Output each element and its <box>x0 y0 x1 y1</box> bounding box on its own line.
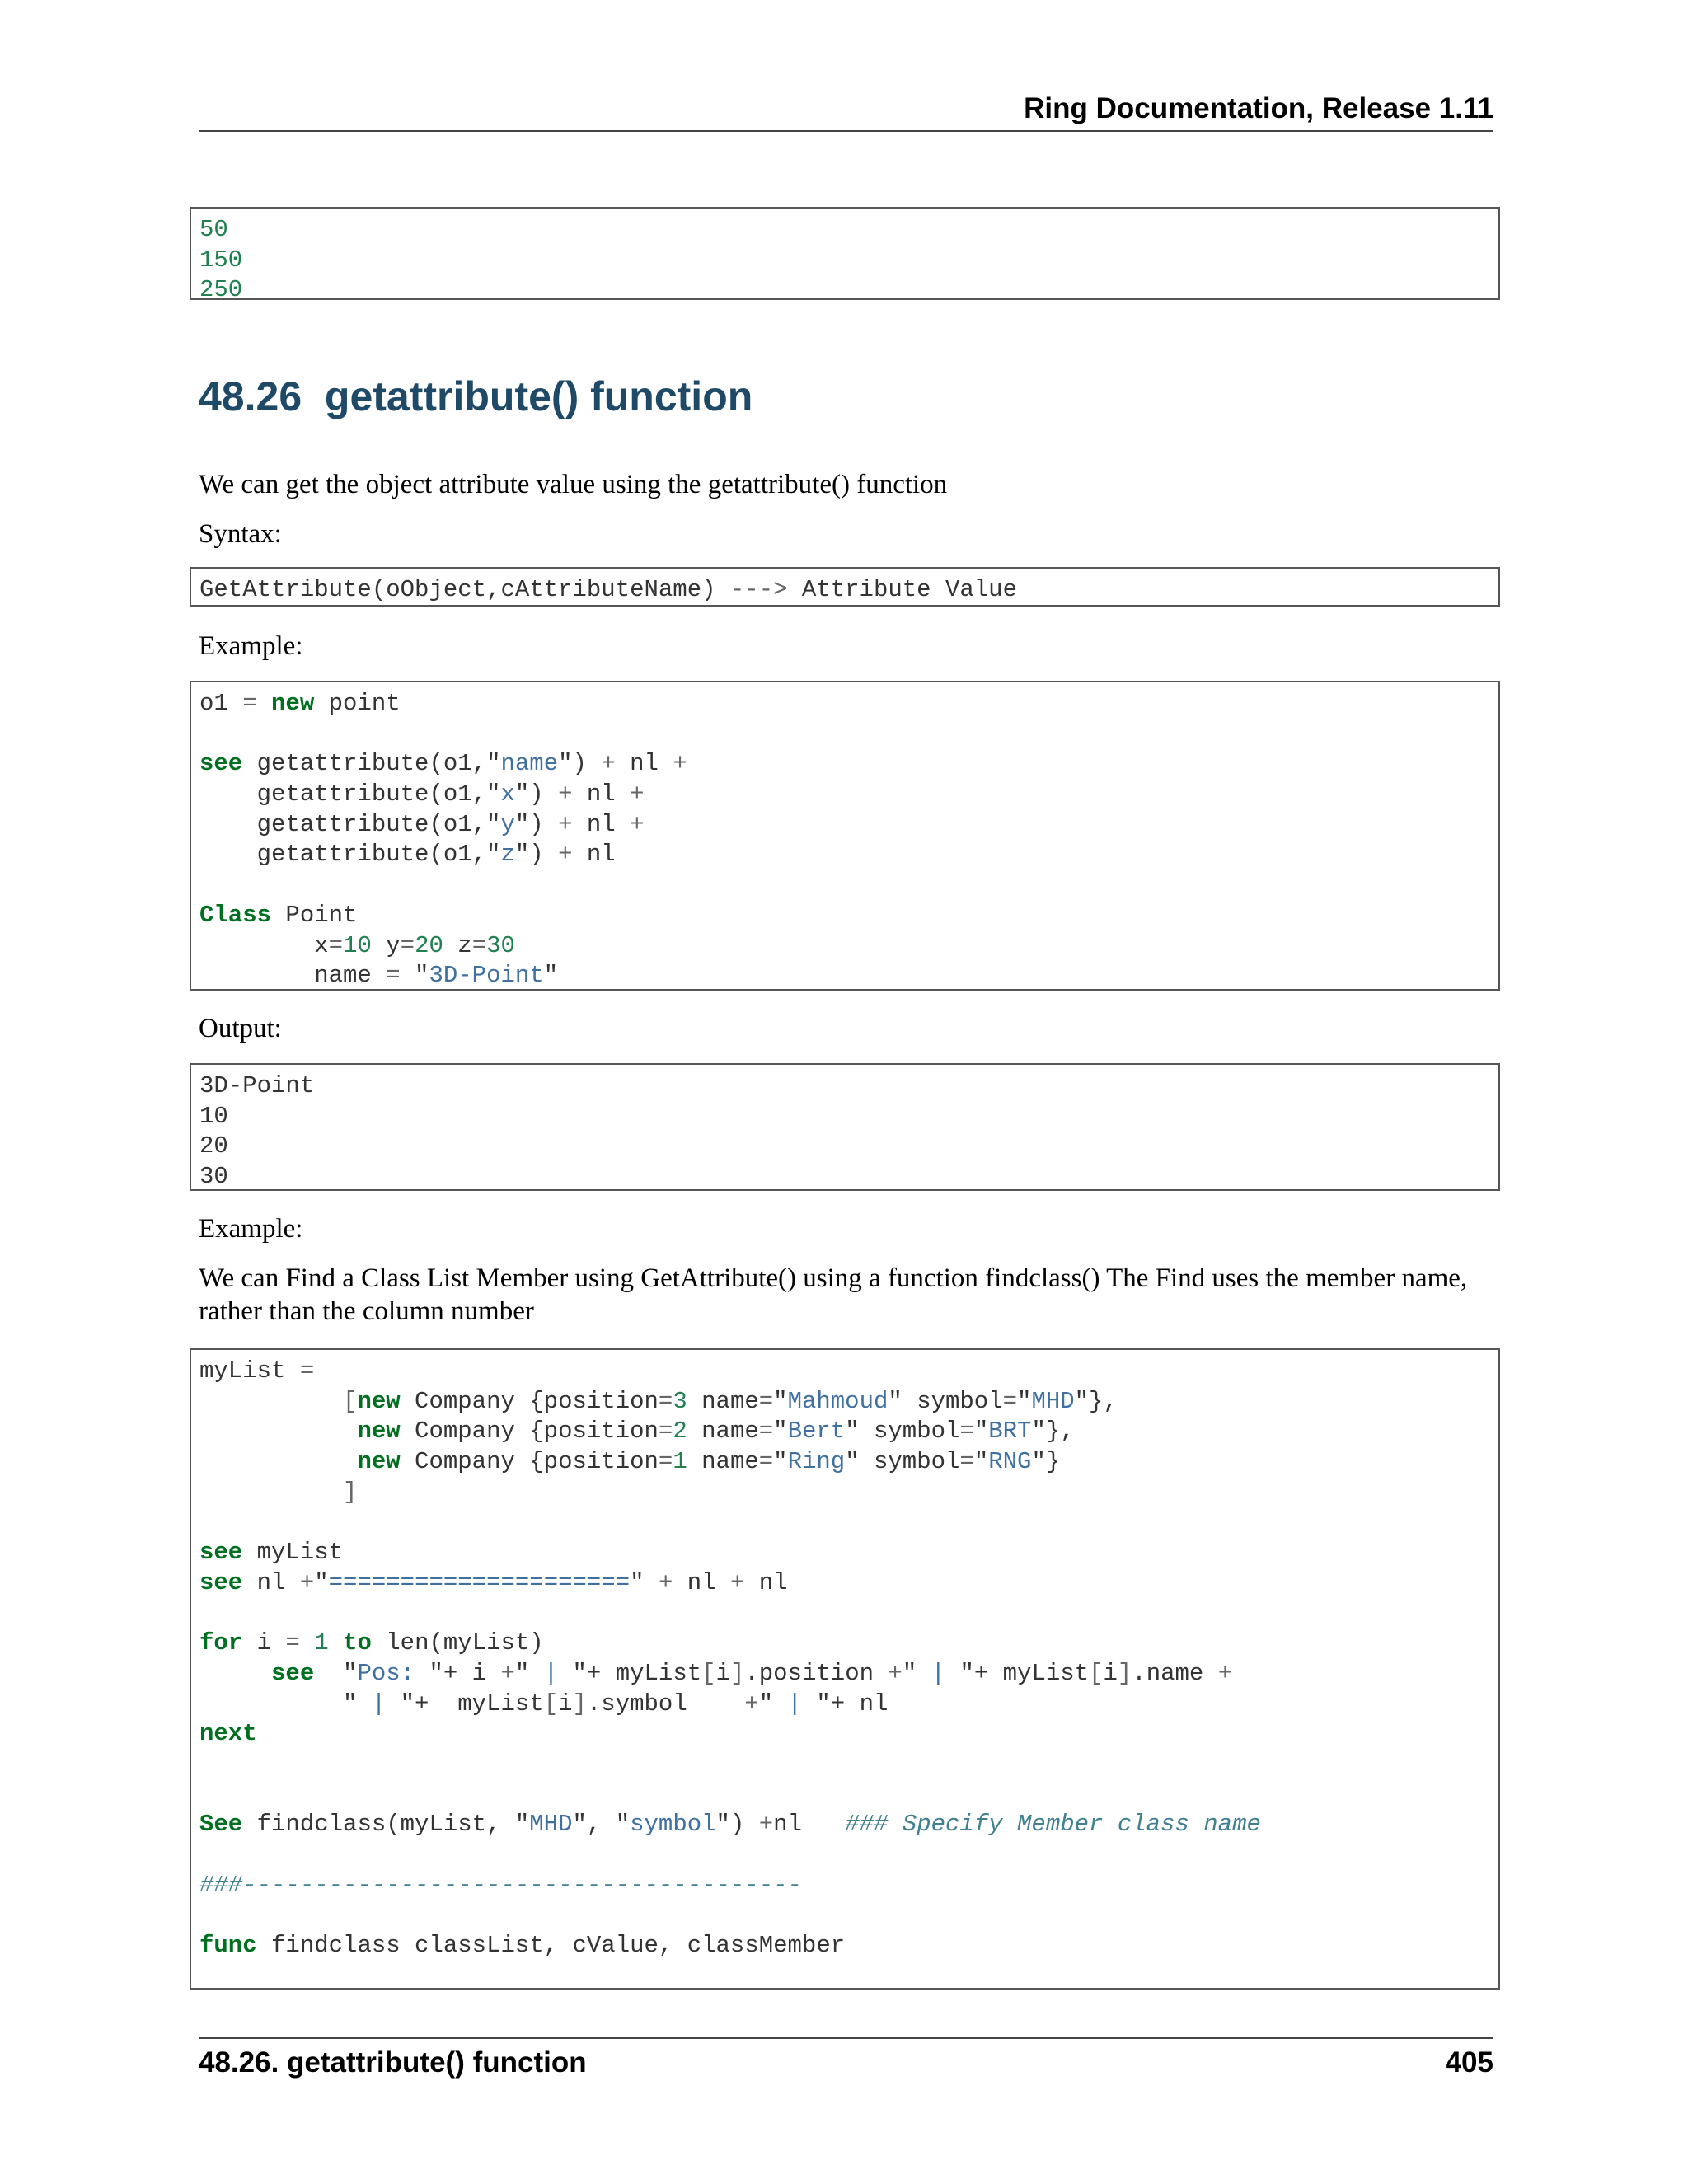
section-title-text: getattribute() function <box>324 373 753 419</box>
code-line: see myList <box>199 1539 344 1567</box>
code-line: see "Pos: "+ i +" | "+ myList[i].position +" | "+ myList[i].name + <box>271 1659 1233 1687</box>
previous-output-block <box>190 207 1500 304</box>
code-line: [new Company {position=3 name="Mahmoud" symbol="MHD"}, <box>343 1387 1118 1415</box>
code-line: myList = <box>199 1357 315 1385</box>
example-code <box>191 682 1498 991</box>
code-line <box>199 1599 1498 1629</box>
output-code-block <box>190 1063 1500 1191</box>
output-line: 250 <box>199 276 243 304</box>
syntax-code-block <box>190 567 1500 607</box>
example2-code <box>191 1350 1498 1961</box>
code-line: " | "+ myList[i].symbol +" | "+ nl <box>199 1690 889 1718</box>
output-label: Output: <box>199 1014 282 1043</box>
example2-description: We can Find a Class List Member using GetAttribute() using a function findclass() The Find uses the member name, rather than the column number <box>199 1263 1468 1326</box>
syntax-code <box>191 569 1498 606</box>
code-line: See findclass(myList, "MHD", "symbol") +nl ### Specify Member class name <box>199 1811 1261 1839</box>
code-line: x=10 y=20 z=30 <box>199 931 515 959</box>
code-line: getattribute(o1,"x") + nl + <box>199 780 645 808</box>
header-rule <box>199 130 1493 132</box>
code-line: see nl +"=====================" + nl + nl <box>199 1568 788 1596</box>
example2-label: Example: <box>199 1214 303 1244</box>
code-line: 10 <box>199 1102 228 1130</box>
footer-section-title: 48.26. getattribute() function <box>199 2046 587 2079</box>
output-line: 50 <box>199 216 228 243</box>
code-line: Class Point <box>199 901 358 929</box>
running-header-title: Ring Documentation, Release 1.11 <box>1024 92 1493 124</box>
code-line <box>199 870 1498 901</box>
code-line: ] <box>343 1478 358 1506</box>
code-line: getattribute(o1,"y") + nl + <box>199 810 645 838</box>
code-line: next <box>199 1720 257 1748</box>
code-line <box>199 1900 1498 1931</box>
intro-paragraph: We can get the object attribute value using the getattribute() function <box>199 470 948 499</box>
example2-code-block <box>190 1348 1500 1990</box>
code-line: 20 <box>199 1132 228 1160</box>
code-line: func findclass classList, cValue, classMember <box>199 1932 846 1960</box>
code-line: name = "3D-Point" <box>199 962 559 990</box>
code-line <box>199 1840 1498 1871</box>
example-label: Example: <box>199 631 303 661</box>
page-number: 405 <box>1445 2046 1493 2079</box>
code-line: new Company {position=1 name="Ring" symbol="RNG"} <box>357 1448 1061 1476</box>
section-number: 48.26 <box>199 373 302 419</box>
code-line: getattribute(o1,"z") + nl <box>199 841 616 869</box>
code-line <box>199 1780 1498 1811</box>
syntax-label: Syntax: <box>199 519 282 549</box>
code-line: 30 <box>199 1163 228 1191</box>
section-heading <box>199 373 753 420</box>
code-line: new Company {position=2 name="Bert" symbol="BRT"}, <box>357 1418 1075 1446</box>
output-line: 150 <box>199 246 243 274</box>
code-line <box>199 1750 1498 1780</box>
code-line: ###--------------------------------------- <box>199 1871 802 1899</box>
previous-output-code <box>191 209 1498 306</box>
code-line: see getattribute(o1,"name") + nl + <box>199 750 687 778</box>
code-line: for i = 1 to len(myList) <box>199 1629 544 1657</box>
output-code <box>191 1065 1498 1193</box>
code-line: o1 = new point <box>199 690 401 717</box>
code-line <box>199 1507 1498 1538</box>
example-code-block <box>190 681 1500 991</box>
footer-rule <box>199 2037 1493 2039</box>
code-line <box>199 719 1498 750</box>
code-line: 3D-Point <box>199 1072 315 1099</box>
code-line: GetAttribute(oObject,cAttributeName) ---> Attribute Value <box>199 576 1017 603</box>
